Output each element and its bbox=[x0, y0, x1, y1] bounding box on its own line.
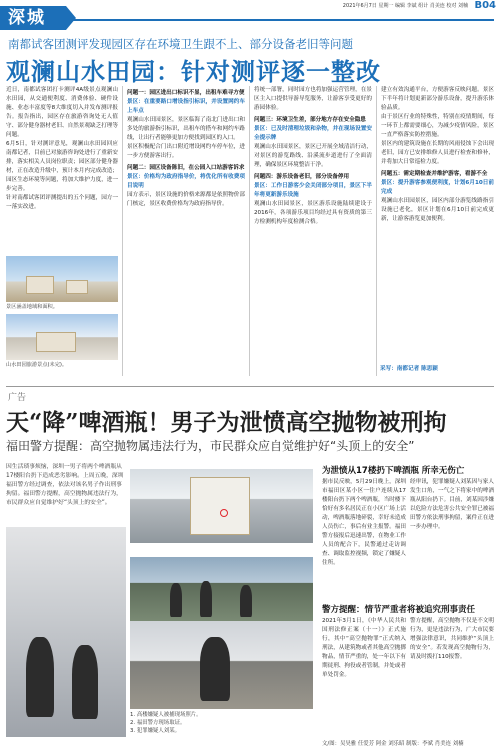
lead-paragraph: 6月5日，针对测评意见，观澜山水田园回应南都记者，目前已对旅游咨询处进行了重新安排，落实相关人员岗位职责；园区部分健身器材，正在改造升级中，预计本月内完成改造；园区生态环境等问题，将加大维护力度，进一步完善。 bbox=[6, 141, 118, 192]
ad-column-c: 2021年3月1日，《中华人民共和国刑法修正案（十一）》正式施行，其中“高空抛物罪”正式纳入刑法，从建筑物或者其他高空抛掷物品，情节严重的，处一年以下有期徒刑、拘役或者管制，并处或者单处罚金。 bbox=[322, 618, 406, 678]
photo-caption: 景区涵盖地域和面积。 bbox=[6, 304, 58, 310]
building-shape bbox=[36, 332, 76, 352]
question-heading: 问题五：需定期检查并维护游客，看游不全 bbox=[381, 171, 488, 177]
ad-lead: 因生活琐事烦恼，深圳一男子将两个啤酒瓶从17楼阳台扔下造成恶劣影响。上周五晚，深圳福田警方经过调查，依法对该名男子作出刑事拘留。福田警方提醒，高空抛物属违法行为，市民群众应自觉维护好“头顶上的安全”。 bbox=[6, 464, 124, 506]
officer-figure bbox=[200, 581, 212, 617]
article-column-2 bbox=[127, 86, 245, 209]
header-rule bbox=[66, 19, 494, 21]
lead-paragraph: 近日，南都试客团打卡测评4A级景点观澜山水田园，从交通便利度、消费体验、硬件设施、业态丰富度等8大维度切入并发布测评报告。报告指出，园区存在旅游咨询处无人值守、部分健身器材老旧、自然景观缺乏打理等问题。 bbox=[6, 87, 118, 138]
question-heading: 问题三：环境卫生差，部分地方存在安全隐患 bbox=[254, 117, 366, 123]
column-divider bbox=[249, 86, 250, 376]
ad-label: 广告 bbox=[8, 393, 27, 403]
officer-figure bbox=[26, 637, 54, 717]
suspect-figure bbox=[200, 637, 230, 701]
park-photo bbox=[6, 256, 118, 302]
article-byline: 采写：南都记者 陈思颖 bbox=[380, 366, 438, 372]
building-shape bbox=[190, 477, 250, 535]
body-paragraph: 将统一部署，同时园方也将加强运营管理，在景区主入口提供导游导览服务，让游客享受更好的游园体验。 bbox=[254, 87, 372, 111]
body-paragraph: 由于景区行业的特殊性，特别在疫情期间，每一环节上都需要细心，为减少疫情风险，景区一直严格落实防控措施。 bbox=[381, 114, 494, 138]
ad-column-d: 警方提醒，高空抛物不仅是不文明行为，更是违法行为，广大市民要增强法律意识，共同维护“头顶上的安全”。若发现高空抛物行为，请及时拨打110报警。 bbox=[410, 618, 494, 660]
section-tab: 深城 bbox=[0, 6, 66, 30]
article-lead bbox=[6, 86, 118, 212]
photo-caption: 山水田园旅游景点(未完)。 bbox=[6, 362, 68, 368]
body-paragraph: 景区积极配合门出口附近增设网约车停车位，进一步方便游客出行。 bbox=[127, 144, 245, 159]
officer-figure bbox=[170, 583, 182, 617]
impact-marker bbox=[220, 509, 228, 517]
question-heading: 问题二：园区设备陈旧，在公园入口站游客诉求 bbox=[127, 165, 245, 171]
answer-heading: 景区：在重要路口增设指引标识，并设置网约车上车点 bbox=[127, 99, 245, 114]
body-paragraph: 观澜山水田园景区，景区游乐设施陆续建设于2016年，各项游乐项目均经过具有资质的第三方检测机构年度检测合格。 bbox=[254, 201, 372, 225]
question-heading: 问题一：园区进出口标识不显，出租车难寻方便 bbox=[127, 90, 245, 96]
answer-heading: 景区：价格均为政府指导价，将优化所有收费项目说明 bbox=[127, 174, 245, 189]
answer-heading: 景区：工作日游客少会关闭部分项目，景区下半年将更新游乐设施 bbox=[254, 183, 372, 198]
ad-subheading: 警方提醒：情节严重者将被追究刑事责任 bbox=[322, 605, 476, 615]
ad-column-a: 据市民反映，5月29日晚上，深圳市福田区某小区一住户连续从17楼阳台扔下两个啤酒瓶，当时楼下恰好有多名居民正在小区广场上活动，啤酒瓶落地碎裂，幸好未造成人员伤亡，事后有业主报警。福田警方接报后迅速出警，在物业工作人员的配合下，民警通过走访调查、调取监控视频，锁定了嫌疑人住所。 bbox=[322, 479, 406, 566]
article-headline: 观澜山水田园：针对测评逐一整改 bbox=[6, 58, 381, 86]
ad-byline: 文/图：吴昊雅 任爱芳 阿金 刘乐昭 制版：李斌 肖美连 刘楠 bbox=[322, 741, 464, 747]
investigation-photo bbox=[130, 557, 313, 621]
building-shape bbox=[26, 276, 54, 294]
article-column-3 bbox=[254, 86, 372, 227]
officer-figure bbox=[240, 585, 252, 617]
body-paragraph: 观澜山水田园景区，景区临海了南北门进出口和多处的旅游指引标识，出租车的搭车和网约车路线，让出行者能够更加方便找到园区的入口。 bbox=[127, 117, 245, 141]
issue-info: 2021年6月7日 星期一 编辑 李斌 组计 肖美连 校对 刘楠 bbox=[342, 3, 468, 9]
ad-headline: 天“降”啤酒瓶！男子为泄愤高空抛物被刑拘 bbox=[6, 409, 447, 436]
column-divider bbox=[376, 86, 377, 376]
body-paragraph: 建立有效沟通平台，方便游客反映问题。景区下半年将计划更新部分游乐设备，提升游乐体验品质。 bbox=[381, 87, 494, 111]
ad-subtitle: 福田警方提醒：高空抛物属违法行为，市民群众应自觉维护好“头顶上的安全” bbox=[6, 439, 415, 453]
body-paragraph: 园方表示，景区设施的价格来源都是依照物价部门核定，景区收费价格均为政府指导价。 bbox=[127, 192, 245, 207]
building-shape bbox=[66, 280, 88, 294]
body-paragraph: 观澜山水田园景区，园区内部分游览线路指引设施已老化，景区计划在6月10日前完成更新，让游客游览更加便利。 bbox=[381, 198, 494, 222]
building-photo bbox=[130, 469, 313, 543]
police-photo bbox=[6, 527, 126, 737]
page-number: B04 bbox=[474, 0, 496, 11]
ad-column-b: 经审讯，犯罪嫌疑人刘某因与家人发生口角，一气之下将家中的啤酒瓶从阳台扔下。目前，刘某因涉嫌以危险方法危害公共安全罪已被福田警方依法刑事拘留，案件正在进一步办理中。 bbox=[410, 479, 494, 530]
article-column-4 bbox=[381, 86, 494, 224]
ad-subheading: 为泄愤从17楼扔下啤酒瓶 所幸无伤亡 bbox=[322, 466, 465, 476]
photo-caption: 1. 高楼嫌疑人被捕现场照片。 bbox=[130, 712, 202, 718]
attraction-photo bbox=[6, 314, 118, 360]
article-kicker: 南都试客团测评发现园区存在环境卫生跟不上、部分设备老旧等问题 bbox=[8, 37, 353, 51]
photo-caption: 2. 福田警方现场取证。 bbox=[130, 720, 186, 726]
column-divider bbox=[122, 86, 123, 376]
ad-divider bbox=[6, 386, 494, 387]
officer-figure bbox=[72, 645, 98, 719]
photo-caption: 3. 犯罪嫌疑人刘某。 bbox=[130, 728, 180, 734]
body-paragraph: 观澜山水田园景区，景区已开展全域清洁行动，对景区的游览路线、沿溪流步道进行了全面清理，确保景区环境整洁干净。 bbox=[254, 144, 372, 168]
question-heading: 问题四：游乐设备老旧，部分设备停用 bbox=[254, 174, 350, 180]
body-paragraph: 景区内的建筑设施在长期的风雨侵蚀下会出现老旧，园方已安排维修人员进行检查和修补，并将加大日常巡检力度。 bbox=[381, 141, 494, 165]
answer-heading: 景区：已及时清理垃圾和杂物，并在现场设置安全提示牌 bbox=[254, 126, 372, 141]
lead-paragraph: 针对南都试客团评测提出的五个问题，园方一一落实改进。 bbox=[6, 195, 118, 210]
answer-heading: 景区：提升游客参观便利度，计划6月10日前完成 bbox=[381, 180, 494, 195]
suspect-photo bbox=[130, 621, 313, 709]
